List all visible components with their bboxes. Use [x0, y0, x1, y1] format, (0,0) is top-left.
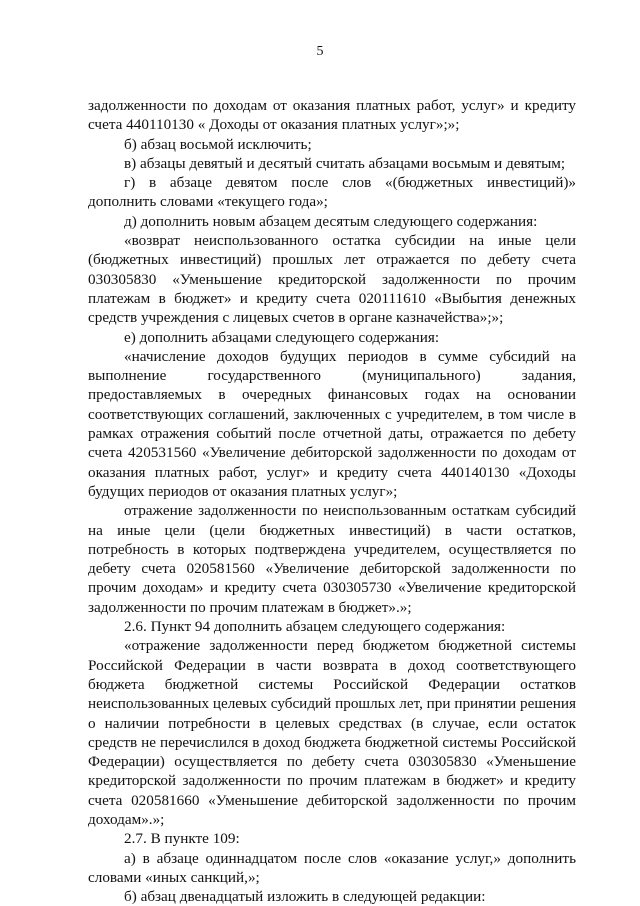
- paragraph: е) дополнить абзацами следующего содержания:: [124, 328, 440, 346]
- paragraph: отражение задолженности по неиспользованным остаткам субсидий на иные цели (цели бюджетных инвестиций) в части остатков, потребность в которых подтверждена учредителем, осуществляется по дебету счета 020581560 «Увеличение дебиторской задолженности по прочим доходам» и кредиту счета 030305730 «Увеличение кредиторской задолженности по прочим платежам в бюджет».»;: [88, 502, 576, 616]
- paragraph: «начисление доходов будущих периодов в сумме субсидий на выполнение государственного (муниципального) задания, предоставляемых в очередных финансовых годах на основании соответствующих соглашений, заключенных с учредителем, в том числе в рамках отражения событий после отчетной даты, отражается по дебету счета 420531560 «Увеличение дебиторской задолженности по доходам от оказания платных работ, услуг» и кредиту счета 440140130 «Доходы будущих периодов от оказания платных услуг»;: [88, 347, 576, 500]
- paragraph: д) дополнить новым абзацем десятым следующего содержания:: [124, 212, 538, 230]
- page-number: 5: [316, 44, 324, 59]
- paragraph: а) в абзаце одиннадцатом после слов «оказание услуг,» дополнить словами «иных санкций,»;: [88, 849, 576, 886]
- paragraph: б) абзац двенадцатый изложить в следующей редакции:: [124, 888, 486, 906]
- paragraph: «отражение задолженности перед бюджетом бюджетной системы Российской Федерации в части возврата в доход соответствующего бюджета бюджетной системы Российской Федерации остатков неиспользованных целевых субсидий прошлых лет, при принятии решения о наличии потребности в целевых средствах (в случае, если остаток средств не перечислился в доход бюджета бюджетной системы Российской Федерации) осуществляется по дебету счета 030305830 «Уменьшение кредиторской задолженности по прочим платежам в бюджет» и кредиту счета 020581660 «Уменьшение дебиторской задолженности по прочим доходам».»;: [88, 637, 576, 828]
- paragraph: 2.7. В пункте 109:: [124, 830, 240, 848]
- paragraph: «возврат неиспользованного остатка субсидии на иные цели (бюджетных инвестиций) прошлых лет отражается по дебету счета 030305830 «Уменьшение кредиторской задолженности по прочим платежам в бюджет» и кредиту счета 020111610 «Выбытия денежных средств учреждения с лицевых счетов в органе казначейства»;»;: [88, 232, 576, 327]
- paragraph: б) абзац восьмой исключить;: [124, 135, 312, 153]
- paragraph: в) абзацы девятый и десятый считать абзацами восьмым и девятым;: [124, 154, 566, 172]
- paragraph: г) в абзаце девятом после слов «(бюджетных инвестиций)» дополнить словами «текущего года»;: [88, 174, 576, 211]
- paragraph: 2.6. Пункт 94 дополнить абзацем следующего содержания:: [124, 618, 506, 636]
- document-body: [88, 96, 576, 906]
- paragraph: задолженности по доходам от оказания платных работ, услуг» и кредиту счета 440110130 « Доходы от оказания платных услуг»;»;: [88, 97, 576, 134]
